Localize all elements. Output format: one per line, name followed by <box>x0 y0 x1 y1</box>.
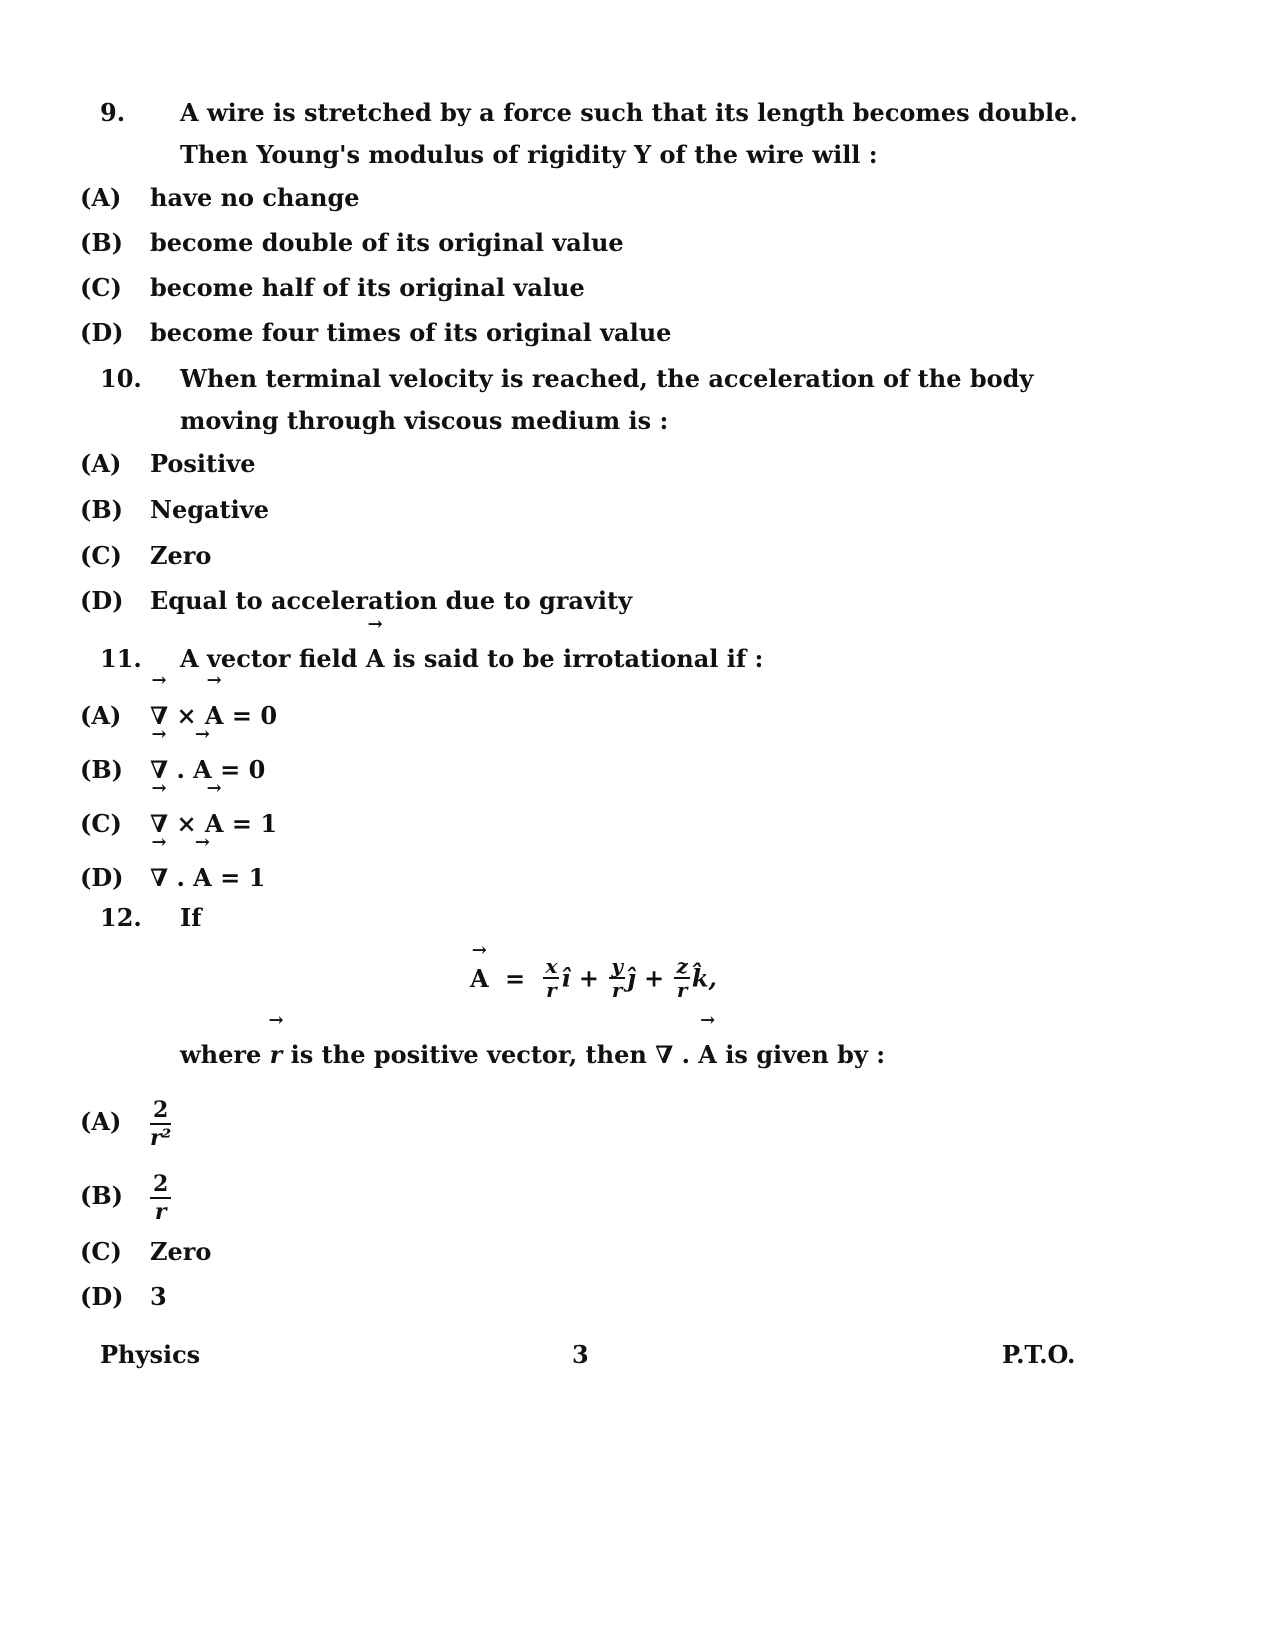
where-text <box>180 1034 1140 1076</box>
equals: = <box>220 863 241 892</box>
where-mid: is the positive vector, then ∇ . <box>290 1040 690 1069</box>
operator: × <box>176 809 197 838</box>
unit-i: î <box>561 963 571 993</box>
denominator: r <box>154 1198 167 1225</box>
option-label: (B) <box>80 1181 123 1210</box>
option-text: become double of its original value <box>150 228 624 257</box>
numerator: 2 <box>150 1097 171 1125</box>
equals: = <box>504 963 526 993</box>
nabla-symbol: → ∇ <box>150 856 168 900</box>
where-before: where <box>180 1040 262 1069</box>
rhs-value: 1 <box>248 863 266 892</box>
numerator: 2 <box>150 1171 171 1199</box>
numerator: x <box>545 954 558 978</box>
denominator: r <box>676 978 688 1002</box>
rhs-value: 0 <box>248 755 266 784</box>
fraction-y-over-r <box>609 955 625 1001</box>
option-text: become half of its original value <box>150 273 585 302</box>
numerator: y <box>611 954 623 978</box>
operator: . <box>176 863 185 892</box>
option-expression <box>150 802 277 846</box>
question-number: 10. <box>100 364 142 393</box>
vector-a: → A <box>205 802 224 846</box>
nabla-symbol: → ∇ <box>150 802 168 846</box>
option-label: (C) <box>80 273 122 302</box>
denominator: r <box>546 978 557 1002</box>
page-number: 3 <box>572 1340 589 1369</box>
option-text: Equal to acceleration due to gravity <box>150 586 633 615</box>
question-text: If <box>180 903 202 932</box>
vector-r: → r <box>270 1034 283 1076</box>
equals: = <box>231 701 252 730</box>
option-text: Zero <box>150 541 212 570</box>
vector-a-formula <box>470 955 717 1015</box>
fraction-z-over-r <box>674 955 689 1001</box>
denominator: r² <box>150 1124 172 1151</box>
equals: = <box>220 755 241 784</box>
where-after: is given by : <box>725 1040 886 1069</box>
question-text <box>180 638 1140 680</box>
option-label: (D) <box>80 586 124 615</box>
option-label: (A) <box>80 449 122 478</box>
option-fraction <box>150 1166 171 1226</box>
unit-j: ĵ <box>626 963 636 993</box>
footer-subject: Physics <box>100 1340 201 1369</box>
option-label: (D) <box>80 318 124 347</box>
numerator: z <box>676 954 688 978</box>
vector-a: → A <box>205 694 224 738</box>
question-text-after: is said to be irrotational if : <box>392 644 764 673</box>
nabla-symbol: → ∇ <box>150 694 168 738</box>
operator: . <box>176 755 185 784</box>
option-label: (A) <box>80 183 122 212</box>
option-text: Positive <box>150 449 256 478</box>
plus: + <box>578 963 599 993</box>
option-label: (C) <box>80 809 122 838</box>
denominator: r <box>611 978 623 1002</box>
option-text: become four times of its original value <box>150 318 672 347</box>
option-text: Zero <box>150 1237 212 1266</box>
vector-a: → A <box>470 964 489 993</box>
operator: × <box>176 701 197 730</box>
footer-pto: P.T.O. <box>1002 1340 1076 1369</box>
question-text: When terminal velocity is reached, the acceleration of the body moving through viscous medium is : <box>180 364 1034 435</box>
equals: = <box>231 809 252 838</box>
fraction-x-over-r <box>543 955 559 1001</box>
option-label: (B) <box>80 755 123 784</box>
vector-a: → A <box>193 856 212 900</box>
vector-a: → A <box>698 1034 717 1076</box>
option-text: have no change <box>150 183 360 212</box>
question-number: 12. <box>100 903 142 932</box>
option-label: (B) <box>80 228 123 257</box>
option-label: (D) <box>80 863 124 892</box>
option-expression <box>150 694 277 738</box>
fraction <box>150 1171 171 1225</box>
question-text: A wire is stretched by a force such that its length becomes double. Then Young's modulus of rigidity Y of the wire will : <box>180 98 1078 169</box>
option-text: 3 <box>150 1282 167 1311</box>
option-text: Negative <box>150 495 269 524</box>
option-fraction <box>150 1092 171 1152</box>
unit-k: k̂, <box>691 963 717 993</box>
nabla-symbol: → ∇ <box>150 748 168 792</box>
fraction <box>150 1097 171 1151</box>
rhs-value: 1 <box>260 809 278 838</box>
option-label: (A) <box>80 701 122 730</box>
option-label: (C) <box>80 541 122 570</box>
vector-a: → A <box>366 638 385 680</box>
plus: + <box>644 963 665 993</box>
option-label: (A) <box>80 1107 122 1136</box>
option-label: (C) <box>80 1237 122 1266</box>
option-label: (B) <box>80 495 123 524</box>
question-number: 11. <box>100 644 142 673</box>
option-label: (D) <box>80 1282 124 1311</box>
rhs-value: 0 <box>260 701 278 730</box>
vector-a: → A <box>193 748 212 792</box>
option-expression <box>150 856 265 900</box>
question-text-before: A vector field <box>180 644 358 673</box>
question-number: 9. <box>100 98 126 127</box>
